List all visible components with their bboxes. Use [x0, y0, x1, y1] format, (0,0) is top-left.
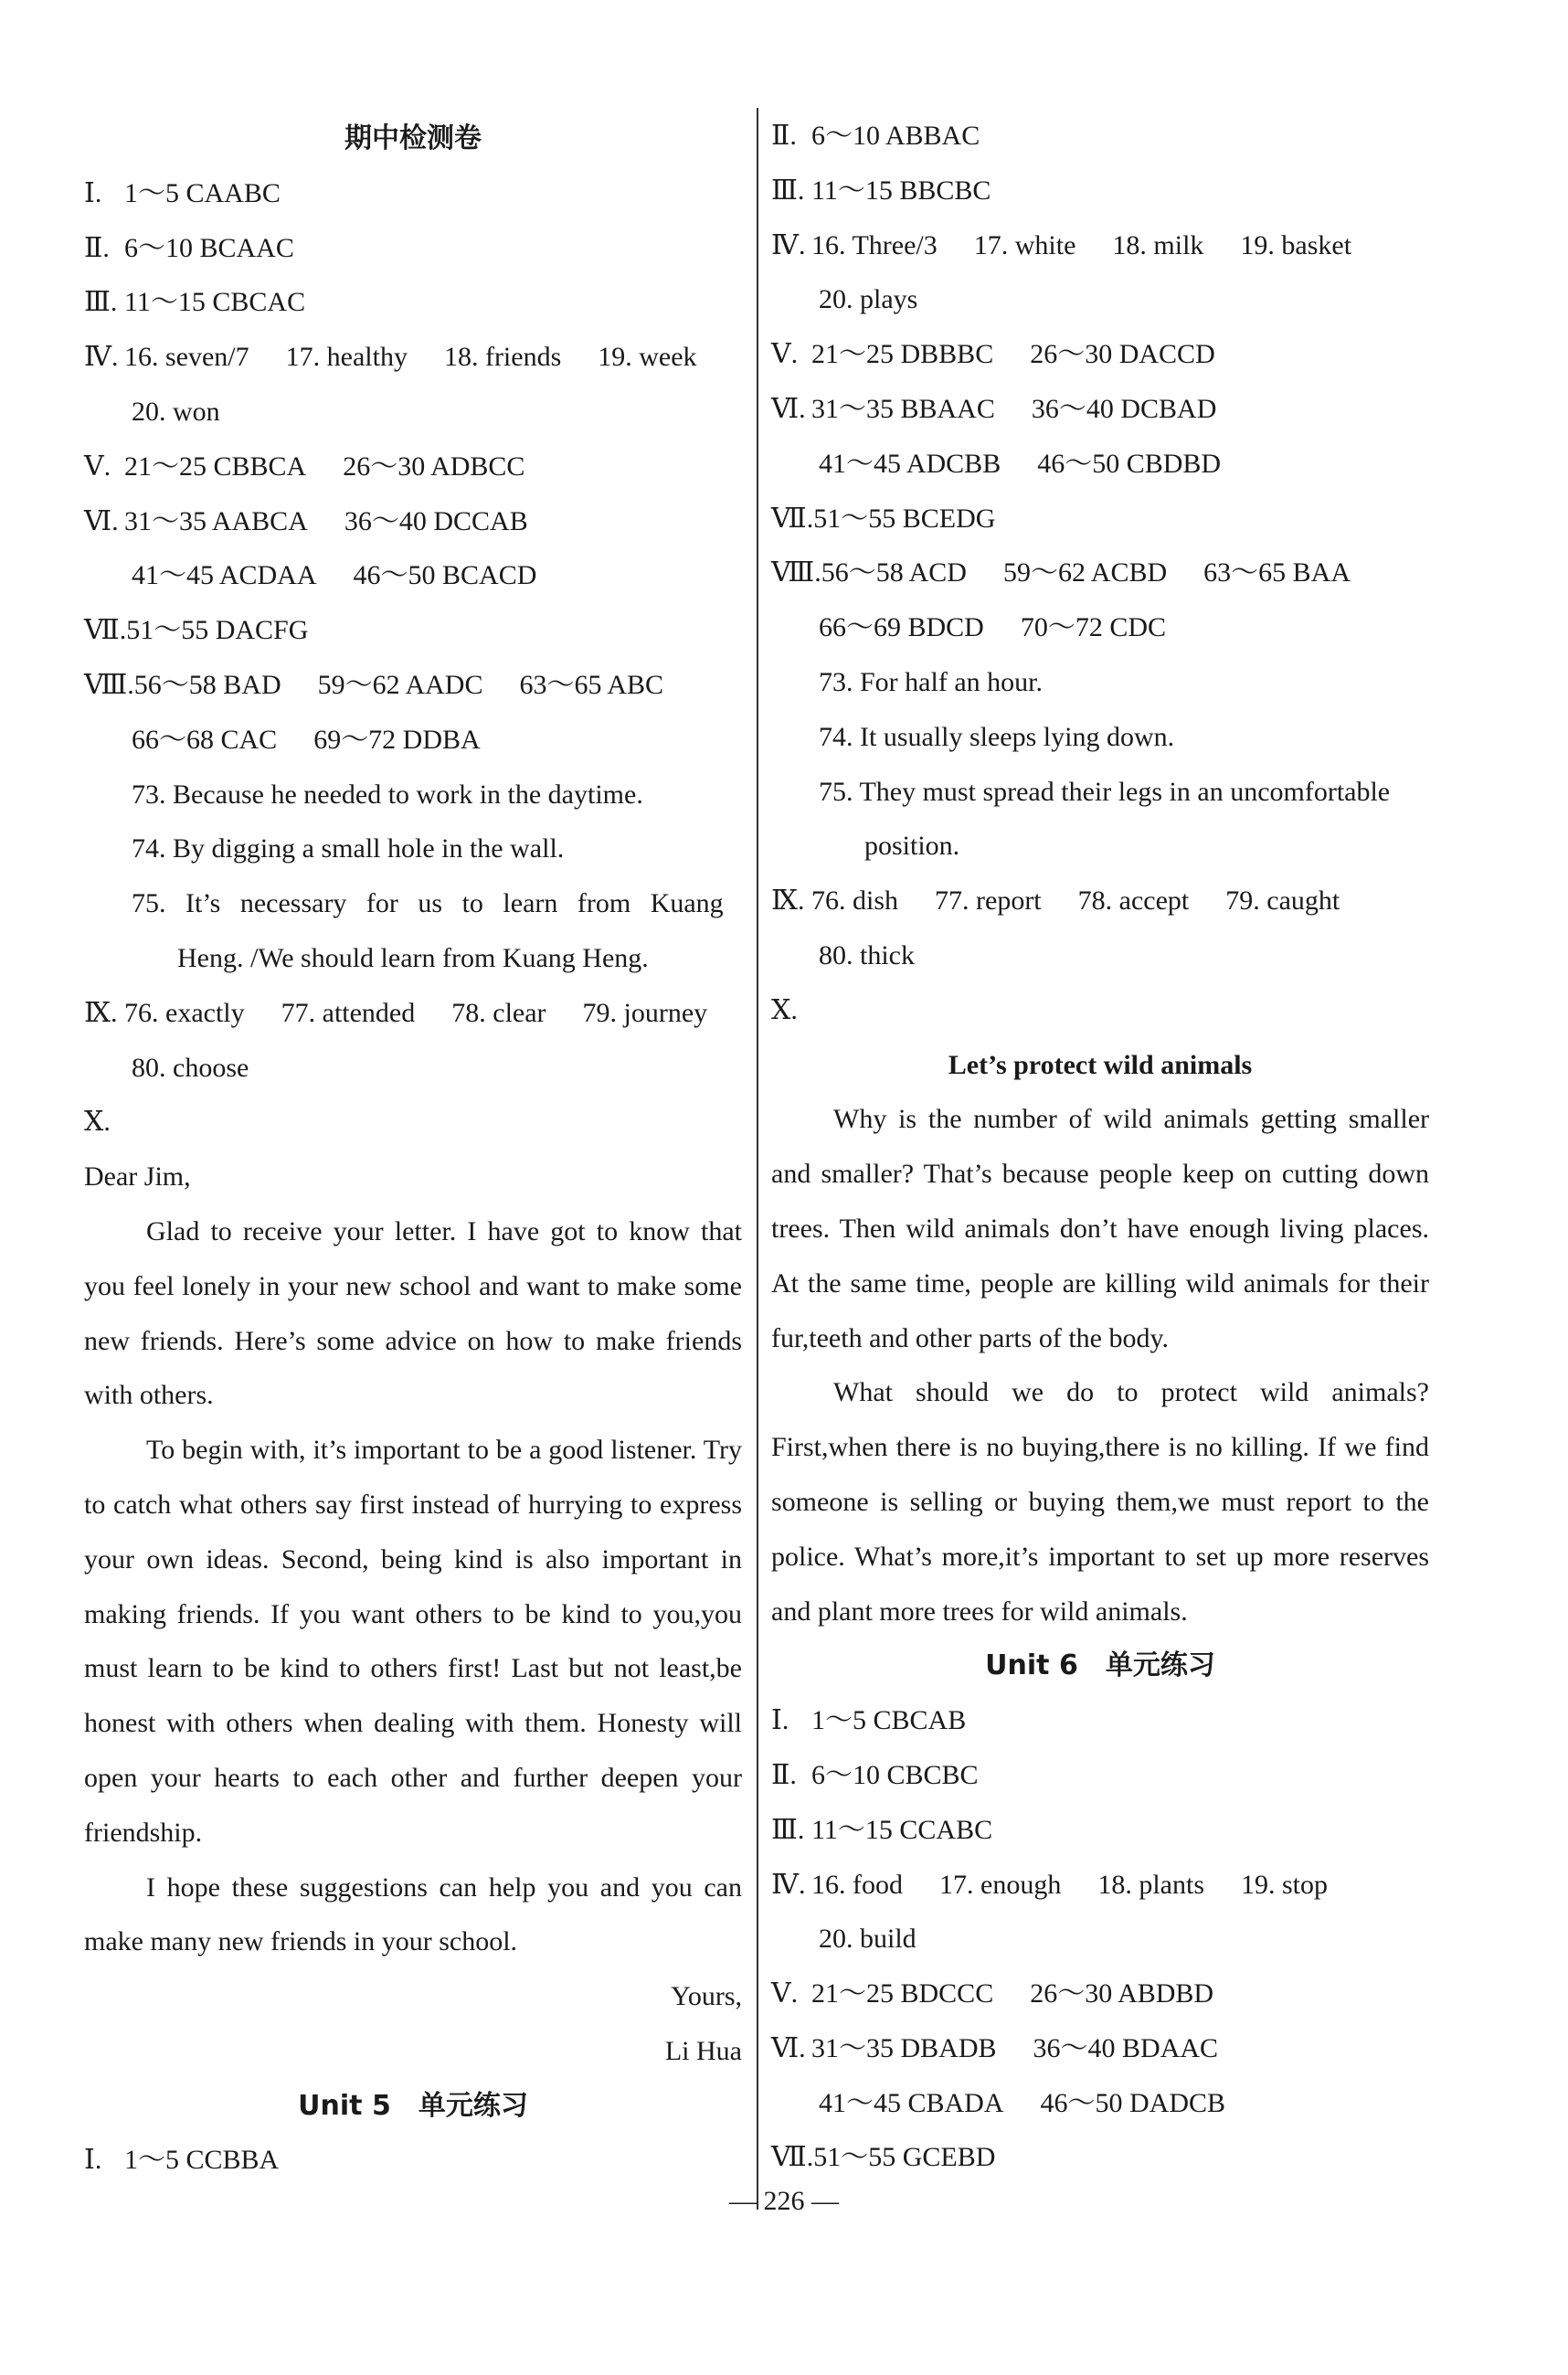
answer-line: Ⅱ. 6～10 BCAAC — [84, 232, 294, 263]
section-number: Ⅹ. — [771, 994, 798, 1025]
essay-title: Let’s protect wild animals — [948, 1049, 1253, 1080]
answer-line: 20. won — [132, 396, 220, 427]
answer-line: Ⅶ.51～55 GCEBD — [771, 2142, 996, 2173]
answer-line: Ⅴ. 21～25 BDCCC 26～30 ABDBD — [771, 1978, 1214, 2009]
answer-line: Ⅸ. 76. exactly 77. attended 78. clear 79. journey — [84, 997, 708, 1028]
answer-line: Ⅵ. 31～35 DBADB 36～40 BDAAC — [771, 2032, 1219, 2063]
answer-line: Ⅷ.56～58 ACD 59～62 ACBD 63～65 BAA — [771, 557, 1351, 588]
letter-closing: Yours, — [671, 1981, 742, 2012]
answer-line: 66～68 CAC 69～72 DDBA — [132, 724, 481, 755]
essay-paragraph: What should we do to protect wild animals? First,when there is no buying,there is no killing. If we find someone is selling or buying them,we must report to the police. What’s more,it’s important to set up more reserves and plant more trees for wild animals. — [771, 1377, 1429, 1627]
answer-line: Ⅵ. 31～35 BBAAC 36～40 DCBAD — [771, 393, 1217, 424]
answer-line: Ⅳ. 16. Three/3 17. white 18. milk 19. basket — [771, 229, 1352, 260]
essay-paragraph: Why is the number of wild animals getting smaller and smaller? That’s because people keep on cutting down trees. Then wild animals don’t have enough living places. At the same time, people are killing wild animals for their fur,teeth and other parts of the body. — [771, 1104, 1429, 1353]
answer-line: 80. choose — [132, 1052, 249, 1083]
midterm-title: 期中检测卷 — [344, 122, 482, 154]
answer-line: 20. build — [819, 1924, 916, 1955]
answer-line: position. — [864, 831, 960, 862]
unit6-title: Unit 6 单元练习 — [985, 1649, 1215, 1682]
answer-line: 75. It’s necessary for us to learn from Kuang — [132, 888, 724, 919]
answer-line: Ⅲ. 11～15 BBCBC — [771, 175, 991, 206]
answer-line: Ⅱ. 6～10 ABBAC — [771, 121, 980, 151]
answer-line: Ⅲ. 11～15 CCABC — [771, 1814, 993, 1845]
answer-line: Ⅷ.56～58 BAD 59～62 AADC 63～65 ABC — [84, 669, 663, 700]
answer-line: Ⅶ.51～55 DACFG — [84, 615, 309, 646]
answer-line: Ⅴ. 21～25 CBBCA 26～30 ADBCC — [84, 451, 525, 482]
answer-line: 74. By digging a small hole in the wall. — [132, 833, 565, 864]
answer-line: Heng. /We should learn from Kuang Heng. — [177, 942, 649, 973]
answer-line: Ⅱ. 6～10 CBCBC — [771, 1759, 979, 1790]
unit5-title: Unit 5 单元练习 — [298, 2089, 528, 2122]
answer-line: 41～45 ADCBB 46～50 CBDBD — [819, 448, 1222, 479]
answer-line: Ⅴ. 21～25 DBBBC 26～30 DACCD — [771, 339, 1215, 370]
answer-line: 20. plays — [819, 284, 918, 315]
letter-paragraph: Glad to receive your letter. I have got to know that you feel lonely in your new school and want to make some new friends. Here’s some advice on how to make friends with others. — [84, 1215, 742, 1411]
answer-line: Ⅰ. 1～5 CCBBA — [84, 2145, 280, 2176]
column-divider — [757, 108, 758, 2210]
answer-line: 75. They must spread their legs in an uncomfortable — [819, 776, 1391, 807]
letter-signature: Li Hua — [664, 2035, 742, 2066]
answer-line: Ⅰ. 1～5 CAABC — [84, 177, 281, 208]
answer-line: Ⅸ. 76. dish 77. report 78. accept 79. caught — [771, 885, 1340, 917]
answer-line: Ⅲ. 11～15 CBCAC — [84, 287, 306, 318]
answer-line: Ⅶ.51～55 BCEDG — [771, 503, 996, 534]
answer-line: 73. Because he needed to work in the daytime. — [132, 779, 643, 810]
page-number: — 226 — — [729, 2186, 839, 2216]
left-column — [84, 111, 742, 2188]
answer-line: Ⅳ. 16. seven/7 17. healthy 18. friends 19. week — [84, 342, 697, 373]
letter-paragraph: I hope these suggestions can help you and you can make many new friends in your school. — [84, 1871, 742, 1957]
answer-line: 41～45 ACDAA 46～50 BCACD — [132, 560, 537, 591]
answer-line: Ⅰ. 1～5 CBCAB — [771, 1705, 967, 1736]
letter-paragraph: To begin with, it’s important to be a good listener. Try to catch what others say first instead of hurrying to express your own ideas. Second, being kind is also important in making friends. If you want others to be kind to you,you must learn to be kind to others first! Last but not least,be honest with others when dealing with them. Honesty will open your hearts to each other and further deepen your friendship. — [84, 1435, 742, 1848]
answer-line: 80. thick — [819, 939, 915, 970]
answer-line: 41～45 CBADA 46～50 DADCB — [819, 2087, 1226, 2118]
letter-greeting: Dear Jim, — [84, 1161, 191, 1193]
right-column — [771, 109, 1429, 2185]
answer-line: 66～69 BDCD 70～72 CDC — [819, 612, 1167, 643]
answer-line: 74. It usually sleeps lying down. — [819, 721, 1175, 752]
answer-line: Ⅳ. 16. food 17. enough 18. plants 19. stop — [771, 1869, 1329, 1900]
answer-line: 73. For half an hour. — [819, 666, 1043, 697]
section-number: Ⅹ. — [84, 1107, 111, 1138]
answer-line: Ⅵ. 31～35 AABCA 36～40 DCCAB — [84, 505, 528, 536]
